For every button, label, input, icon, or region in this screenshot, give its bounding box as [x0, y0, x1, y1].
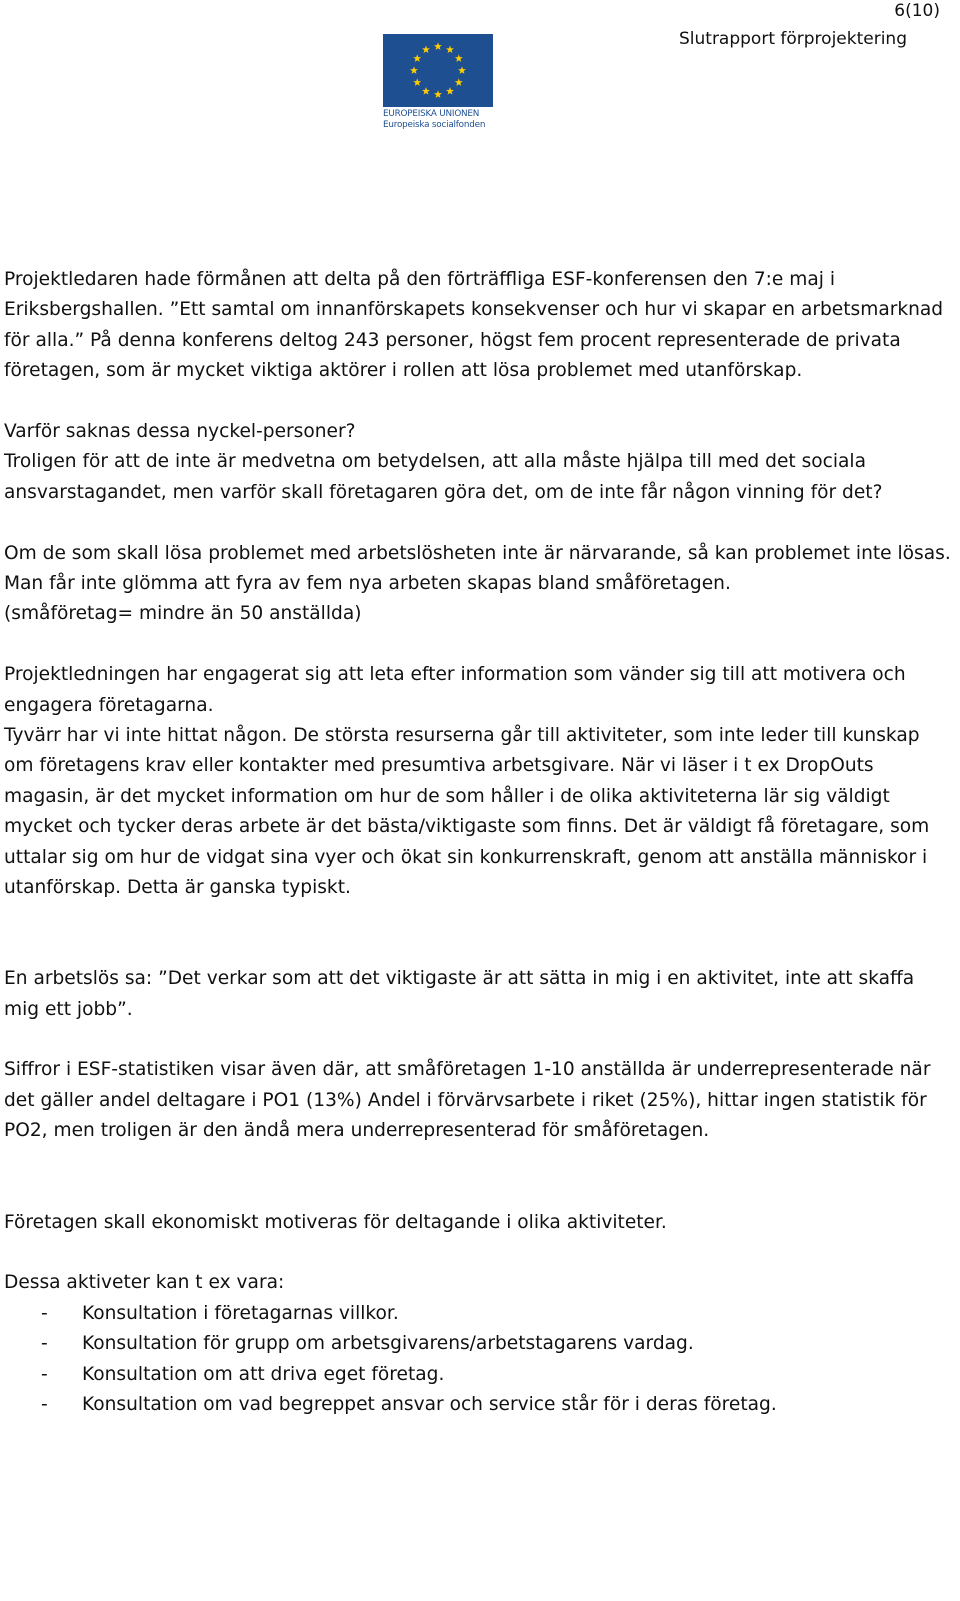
list-item	[4, 1360, 954, 1390]
list-item	[4, 1329, 954, 1359]
list-item-text: Konsultation för grupp om arbetsgivarens/arbetstagarens vardag.	[82, 1333, 694, 1355]
eu-logo	[383, 34, 493, 131]
list-marker: -	[41, 1393, 48, 1415]
page-number: 6(10)	[894, 1, 940, 21]
paragraph-statistics: Siffror i ESF-statistiken visar även där, att småföretagen 1-10 anställda är underrepresenterade när det gäller andel deltagare i PO1 (13%) Andel i förvärvsarbete i riket (25%), hittar ingen statistik för PO2, men troligen är den ändå mera underrepresenterad för småföretagen.	[4, 1059, 931, 1142]
list-marker: -	[41, 1333, 48, 1355]
eu-flag-icon	[383, 34, 493, 107]
paragraph-conference: Projektledaren hade förmånen att delta på den förträffliga ESF-konferensen den 7:e maj i Eriksbergshallen. ”Ett samtal om innanförskapets konsekvenser och hur vi skapar en arbetsmarknad för alla.” På denna konferens deltog 243 personer, högst fem procent representerade de privata företagen, som är mycket viktiga aktörer i rollen att lösa problemet med utanförskap.	[4, 269, 944, 382]
paragraph-motivation: Företagen skall ekonomiskt motiveras för deltagande i olika aktiviteter.	[4, 1211, 667, 1233]
list-item-text: Konsultation om att driva eget företag.	[82, 1363, 445, 1385]
eu-logo-line2: Europeiska socialfonden	[383, 120, 486, 130]
paragraph-problem: Om de som skall lösa problemet med arbetslösheten inte är närvarande, så kan problemet inte lösas.	[4, 542, 951, 564]
paragraph-quote: En arbetslös sa: ”Det verkar som att det viktigaste är att sätta in mig i en aktivitet, inte att skaffa mig ett jobb”.	[4, 968, 915, 1020]
eu-logo-line1: EUROPEISKA UNIONEN	[383, 109, 480, 119]
list-marker: -	[41, 1363, 48, 1385]
list-intro: Dessa aktiveter kan t ex vara:	[4, 1272, 285, 1294]
list-item	[4, 1390, 954, 1420]
document-body	[4, 265, 954, 1420]
paragraph-small-business: Man får inte glömma att fyra av fem nya arbeten skapas bland småföretagen.	[4, 573, 731, 595]
list-item-text: Konsultation i företagarnas villkor.	[82, 1302, 399, 1324]
paragraph-management: Projektledningen har engagerat sig att leta efter information som vänder sig till att motivera och engagera företagarna.	[4, 664, 906, 716]
activity-list	[4, 1299, 954, 1421]
paragraph-answer: Troligen för att de inte är medvetna om betydelsen, att alla måste hjälpa till med det sociala ansvarstagandet, men varför skall företagaren göra det, om de inte får någon vinning för det?	[4, 451, 883, 503]
list-marker: -	[41, 1302, 48, 1324]
paragraph-question: Varför saknas dessa nyckel-personer?	[4, 421, 356, 443]
running-header: Slutrapport förprojektering	[678, 29, 907, 49]
paragraph-definition: (småföretag= mindre än 50 anställda)	[4, 603, 362, 625]
paragraph-resources: Tyvärr har vi inte hittat någon. De största resurserna går till aktiviteter, som inte leder till kunskap om företagens krav eller kontakter med presumtiva arbetsgivare. När vi läser i t ex DropOuts magasin, är det mycket information om hur de som håller i de olika aktiviteterna lär sig väldigt mycket och tycker deras arbete är det bästa/viktigaste som finns. Det är väldigt få företagare, som uttalar sig om hur de vidgat sina vyer och ökat sin konkurrenskraft, genom att anställa människor i utanförskap. Detta är ganska typiskt.	[4, 725, 930, 899]
list-item-text: Konsultation om vad begreppet ansvar och service står för i deras företag.	[82, 1393, 777, 1415]
list-item	[4, 1299, 954, 1329]
